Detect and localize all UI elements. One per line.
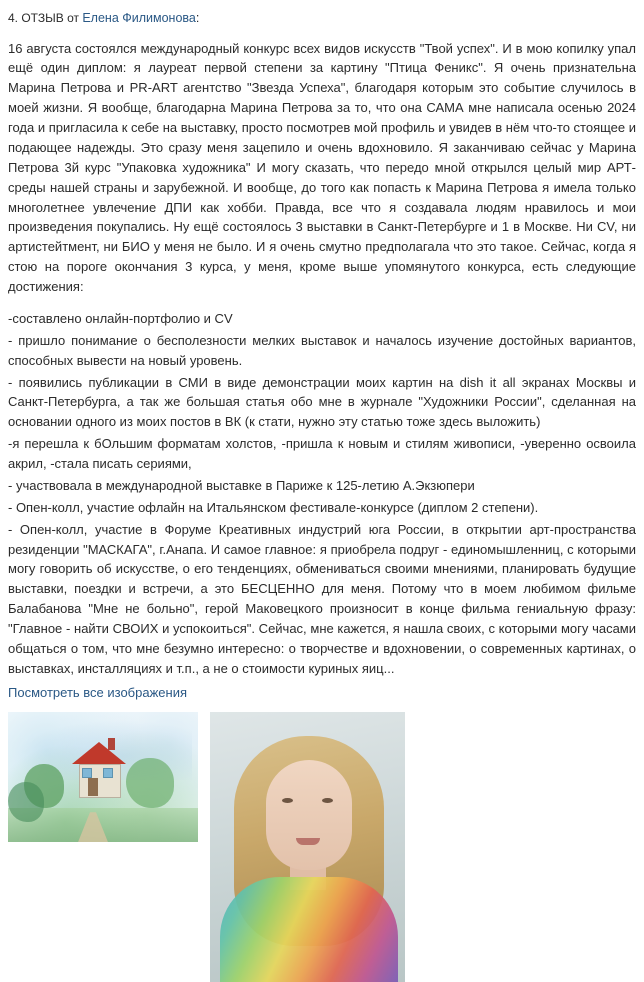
- review-number-prefix: 4. ОТЗЫВ от: [8, 11, 83, 25]
- review-header-colon: :: [195, 11, 200, 25]
- artwork-roof: [72, 742, 126, 764]
- achievement-item: - Опен-колл, участие офлайн на Итальянском фестивале-конкурсе (диплом 2 степени).: [8, 499, 539, 515]
- achievement-item: - появились публикации в СМИ в виде демонстрации моих картин на dish it all экранах Москвы и Санкт-Петербурга, а так же большая статья обо мне в журнале "Художники России", сделанная на основании одного из моих постов в ВК (к стати, нужно эту статью тоже здесь выложить): [8, 374, 636, 430]
- achievement-item: - Опен-колл, участие в Форуме Креативных индустрий юга России, в открытии арт-пространства резиденции "МАСКАГА", г.Анапа. И самое главное: я приобрела подруг - единомышленниц, с которыми могу говорить об искусстве, о его тенденциях, обмениваться своими мнениями, планировать будущие выставки, поездки и встречи, а это БЕСЦЕННО для меня. Потому что в моем любимом фильме Балабанова "Мне не больно", герой Маковецкого произносит в конце фильма гениальную фразу: "Главное - найти СВОИХ и успокоиться". Сейчас, мне кажется, я нашла своих, с которыми могу часами общаться о том, что мне безумно интересно: о творчестве и вдохновении, о современных картинах, о выставках, инсталляциях и т.п., а не о стоимости куриных яиц...: [8, 521, 636, 676]
- achievement-item: -составлено онлайн-портфолио и CV: [8, 310, 233, 326]
- achievement-item: - участвовала в международной выставке в Париже к 125-летию А.Экзюпери: [8, 477, 475, 493]
- image-gallery: [8, 712, 636, 982]
- artwork-door: [88, 778, 98, 796]
- artwork-window: [103, 768, 113, 778]
- artwork-thumbnail[interactable]: [8, 712, 198, 842]
- review-author-link[interactable]: Елена Филимонова: [82, 11, 196, 25]
- artwork-window: [82, 768, 92, 778]
- photo-face: [266, 760, 352, 870]
- artwork-house: [72, 742, 126, 800]
- artwork-tree: [8, 782, 44, 822]
- show-all-images-link[interactable]: Посмотреть все изображения: [8, 684, 187, 700]
- portrait-photo[interactable]: [210, 712, 405, 982]
- photo-shirt: [220, 877, 398, 982]
- achievements-list: [8, 309, 636, 679]
- review-header: [8, 10, 636, 27]
- achievement-item: - пришло понимание о бесполезности мелких выставок и началось изучение достойных вариантов, способных вывести на новый уровень.: [8, 332, 636, 368]
- achievement-item: -я перешла к бОльшим форматам холстов, -пришла к новым и стилям живописи, -уверенно освоила акрил, -стала писать сериями,: [8, 436, 636, 472]
- review-paragraph-1: 16 августа состоялся международный конкурс всех видов искусств "Твой успех". И в мою копилку упал ещё один диплом: я лауреат первой степени за картину "Птица Феникс". Я очень признательна Марина Петрова и PR-ART агентство "Звезда Успеха", благодаря которым это событие случилось в моей жизни. Я вообще, благодарна Марина Петрова за то, что она САМА мне написала осенью 2024 года и пригласила к себе на выставку, просто посмотрев мой профиль и увидев в нём что-то стоящее и подающее надежды. Это сразу меня зацепило и очень вдохновило. Я заканчиваю сейчас у Марина Петрова 3й курс "Упаковка художника" И могу сказать, что передо мной открылся целый мир АРТ-среды нашей страны и зарубежной. И вообще, до того как попасть к Марина Петрова я имела только многолетнее увлечение ДПИ как хобби. Правда, все что я создавала людям нравилось и мои произведения покупались. Ну ещё состоялось 3 выставки в Санкт-Петербурге и 1 в Москве. Ни CV, ни артистейтмент, ни БИО у меня не было. И я очень смутно предполагала что это такое. Сейчас, когда я стою на пороге окончания 3 курса, у меня, кроме выше упомянутого конкурса, есть следующие достижения:: [8, 40, 636, 295]
- artwork-tree: [126, 758, 174, 808]
